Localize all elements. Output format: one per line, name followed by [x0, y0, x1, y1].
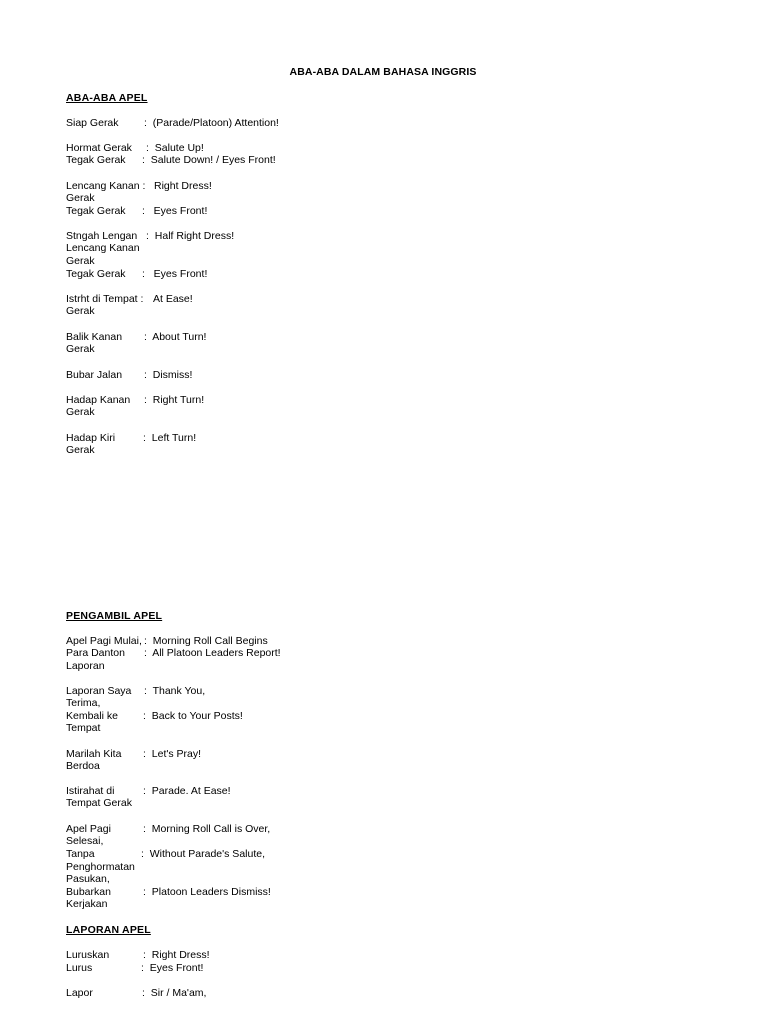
entry-separator: : Let's Pray!: [143, 748, 202, 760]
entry-value: Right Dress!: [154, 180, 212, 192]
entry-label: Apel Pagi Mulai,: [66, 635, 142, 647]
entry-label: Bubar Jalan: [66, 369, 123, 381]
entry-label: Luruskan: [66, 949, 110, 961]
document-title: ABA-ABA DALAM BAHASA INGGRIS: [289, 66, 477, 78]
entry-label: Balik Kanan: [66, 331, 123, 343]
section-heading-laporan-apel: LAPORAN APEL: [66, 924, 151, 936]
entry-separator: : Left Turn!: [143, 432, 197, 444]
entry-label: Lencang Kanan :: [66, 180, 146, 192]
entry-value: Parade. At Ease!: [151, 785, 231, 797]
entry-label-continued: Tempat Gerak: [66, 797, 132, 809]
entry-separator: : Dismiss!: [144, 369, 193, 381]
entry-separator: : Thank You,: [144, 685, 206, 697]
entry-value: Platoon Leaders Dismiss!: [151, 886, 271, 898]
entry-label: Laporan Saya: [66, 685, 132, 697]
entry-value: Eyes Front!: [153, 205, 208, 217]
entry-separator: : Eyes Front!: [142, 268, 208, 280]
entry-label: Bubarkan: [66, 886, 111, 898]
entry-value: Morning Roll Call Begins: [152, 635, 268, 647]
entry-value: Back to Your Posts!: [151, 710, 243, 722]
entry-label-continued: Pasukan,: [66, 873, 110, 885]
entry-separator: : Sir / Ma'am,: [142, 987, 207, 999]
entry-label: Hormat Gerak: [66, 142, 132, 154]
entry-label-continued: Terima,: [66, 697, 101, 709]
entry-label: Istirahat di: [66, 785, 115, 797]
entry-value: Eyes Front!: [153, 268, 208, 280]
entry-label: Para Danton: [66, 647, 125, 659]
section-heading-pengambil-apel: PENGAMBIL APEL: [66, 610, 163, 622]
entry-label: Istrht di Tempat :: [66, 293, 144, 305]
entry-label-continued: Berdoa: [66, 760, 100, 772]
entry-separator: : Morning Roll Call Begins: [144, 635, 268, 647]
entry-label-continued: Lencang Kanan: [66, 242, 140, 254]
entry-label: Marilah Kita: [66, 748, 122, 760]
entry-value: About Turn!: [152, 331, 207, 343]
entry-value: Right Dress!: [151, 949, 210, 961]
entry-separator: : Right Dress!: [143, 949, 210, 961]
entry-separator: : Half Right Dress!: [146, 230, 235, 242]
entry-label: Apel Pagi: [66, 823, 111, 835]
entry-value: Thank You,: [152, 685, 206, 697]
entry-label: Tanpa: [66, 848, 95, 860]
entry-label-continued: Gerak: [66, 192, 95, 204]
entry-separator: : Platoon Leaders Dismiss!: [143, 886, 271, 898]
entry-value: Dismiss!: [152, 369, 193, 381]
entry-value: Morning Roll Call is Over,: [151, 823, 271, 835]
entry-separator: : About Turn!: [144, 331, 207, 343]
entry-label-continued: Gerak: [66, 343, 95, 355]
entry-label: Stngah Lengan: [66, 230, 138, 242]
entry-value: (Parade/Platoon) Attention!: [152, 117, 279, 129]
section-heading-aba-aba-apel: ABA-ABA APEL: [66, 92, 148, 104]
entry-separator: : Parade. At Ease!: [143, 785, 231, 797]
entry-label: Hadap Kiri: [66, 432, 116, 444]
entry-value: Right Turn!: [152, 394, 205, 406]
entry-separator: : Right Turn!: [144, 394, 205, 406]
entry-label: Tegak Gerak: [66, 205, 126, 217]
entry-label-continued: Penghormatan: [66, 861, 135, 873]
entry-separator: : Back to Your Posts!: [143, 710, 243, 722]
entry-separator: : Salute Down! / Eyes Front!: [142, 154, 276, 166]
entry-value: All Platoon Leaders Report!: [152, 647, 281, 659]
entry-label: Kembali ke: [66, 710, 118, 722]
entry-value: Half Right Dress!: [154, 230, 235, 242]
entry-separator: : All Platoon Leaders Report!: [144, 647, 281, 659]
entry-value: At Ease!: [153, 293, 193, 305]
entry-value: Salute Up!: [154, 142, 204, 154]
entry-value: Without Parade's Salute,: [149, 848, 265, 860]
entry-separator: : Without Parade's Salute,: [141, 848, 265, 860]
entry-label: Siap Gerak: [66, 117, 119, 129]
entry-label-continued: Gerak: [66, 444, 95, 456]
entry-label: Tegak Gerak: [66, 268, 126, 280]
entry-value: Let's Pray!: [151, 748, 202, 760]
entry-label-continued: Kerjakan: [66, 898, 108, 910]
entry-label-continued: Gerak: [66, 305, 95, 317]
entry-separator: : Eyes Front!: [142, 205, 208, 217]
entry-label-continued: Tempat: [66, 722, 101, 734]
entry-value: Eyes Front!: [149, 962, 204, 974]
entry-separator: : Salute Up!: [146, 142, 204, 154]
entry-label-continued: Selesai,: [66, 835, 104, 847]
entry-label-continued: Laporan: [66, 660, 105, 672]
entry-label: Lurus: [66, 962, 93, 974]
entry-value: Left Turn!: [151, 432, 197, 444]
entry-label-continued: Gerak: [66, 406, 95, 418]
entry-label: Tegak Gerak: [66, 154, 126, 166]
entry-value: Salute Down! / Eyes Front!: [150, 154, 276, 166]
entry-label: Hadap Kanan: [66, 394, 131, 406]
entry-value: Sir / Ma'am,: [150, 987, 207, 999]
entry-label: Lapor: [66, 987, 93, 999]
entry-separator: : Eyes Front!: [141, 962, 204, 974]
entry-label-continued: Gerak: [66, 255, 95, 267]
entry-separator: : Morning Roll Call is Over,: [143, 823, 271, 835]
entry-separator: : (Parade/Platoon) Attention!: [144, 117, 279, 129]
